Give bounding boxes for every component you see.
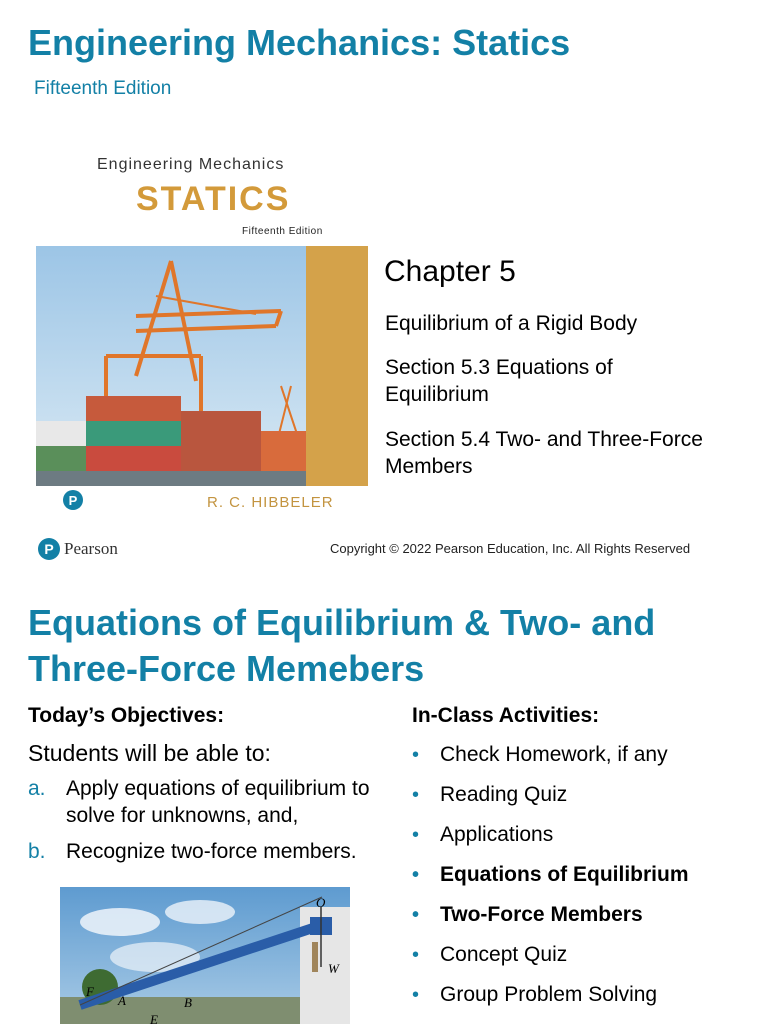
activity-item bbox=[412, 863, 689, 887]
activity-text: Group Problem Solving bbox=[440, 983, 658, 1006]
topic-2: Section 5.3 Equations of Equilibrium bbox=[385, 356, 613, 406]
cover-edition: Fifteenth Edition bbox=[242, 226, 323, 237]
objective-marker: a. bbox=[28, 777, 46, 800]
activity-item bbox=[412, 943, 567, 967]
topic-1: Equilibrium of a Rigid Body bbox=[385, 312, 638, 335]
activities-heading: In-Class Activities: bbox=[412, 704, 600, 727]
book-cover bbox=[32, 134, 372, 526]
cover-top-line: Engineering Mechanics bbox=[97, 156, 285, 173]
activity-item bbox=[412, 783, 567, 807]
bullet-icon: • bbox=[412, 784, 420, 806]
objective-item bbox=[28, 775, 398, 829]
bullet-icon: • bbox=[412, 904, 420, 926]
objective-text: Apply equations of equilibrium to solve for unknowns, and, bbox=[66, 777, 370, 827]
bullet-icon: • bbox=[412, 864, 420, 886]
activity-item bbox=[412, 983, 657, 1007]
cover-crane-photo bbox=[36, 246, 368, 486]
photo-label-b: B bbox=[184, 995, 192, 1010]
photo-label-w: W bbox=[328, 961, 339, 976]
objectives-heading: Today’s Objectives: bbox=[28, 704, 225, 727]
objective-marker: b. bbox=[28, 840, 46, 863]
activity-text: Two-Force Members bbox=[440, 903, 643, 926]
photo-label-e: E bbox=[150, 1012, 158, 1024]
cover-main-title: STATICS bbox=[136, 180, 291, 218]
cover-author: R. C. HIBBELER bbox=[207, 494, 334, 511]
objective-text: Recognize two-force members. bbox=[66, 840, 357, 863]
activity-item bbox=[412, 823, 553, 847]
activity-text: Equations of Equilibrium bbox=[440, 863, 689, 886]
activity-text: Check Homework, if any bbox=[440, 743, 668, 766]
bullet-icon: • bbox=[412, 744, 420, 766]
pearson-brand bbox=[38, 538, 118, 560]
activity-text: Applications bbox=[440, 823, 554, 846]
activity-item bbox=[412, 743, 668, 767]
bullet-icon: • bbox=[412, 944, 420, 966]
objective-item bbox=[28, 838, 398, 865]
slide1-subtitle: Fifteenth Edition bbox=[34, 78, 172, 99]
boom-lift-illustration bbox=[60, 887, 350, 1024]
objectives-intro: Students will be able to: bbox=[28, 740, 271, 766]
activity-text: Concept Quiz bbox=[440, 943, 568, 966]
chapter-heading: Chapter 5 bbox=[384, 255, 516, 288]
photo-label-o: O bbox=[316, 895, 326, 910]
cover-pearson-logo-icon: P bbox=[63, 490, 83, 510]
pearson-wordmark: Pearson bbox=[64, 539, 118, 558]
topic-3: Section 5.4 Two- and Three-Force Members bbox=[385, 428, 703, 478]
bullet-icon: • bbox=[412, 984, 420, 1006]
activity-item bbox=[412, 903, 643, 927]
activity-text: Reading Quiz bbox=[440, 783, 568, 806]
copyright-notice: Copyright © 2022 Pearson Education, Inc. All Rights Reserved bbox=[330, 541, 691, 556]
photo-label-f: F bbox=[86, 984, 94, 999]
slide1-title: Engineering Mechanics: Statics bbox=[28, 22, 571, 63]
bullet-icon: • bbox=[412, 824, 420, 846]
slide2-title: Equations of Equilibrium & Two- and Three-Force Memebers bbox=[28, 602, 656, 689]
photo-label-a: A bbox=[118, 993, 126, 1008]
pearson-logo-icon: P bbox=[38, 538, 60, 560]
boom-lift-photo bbox=[60, 887, 350, 1024]
